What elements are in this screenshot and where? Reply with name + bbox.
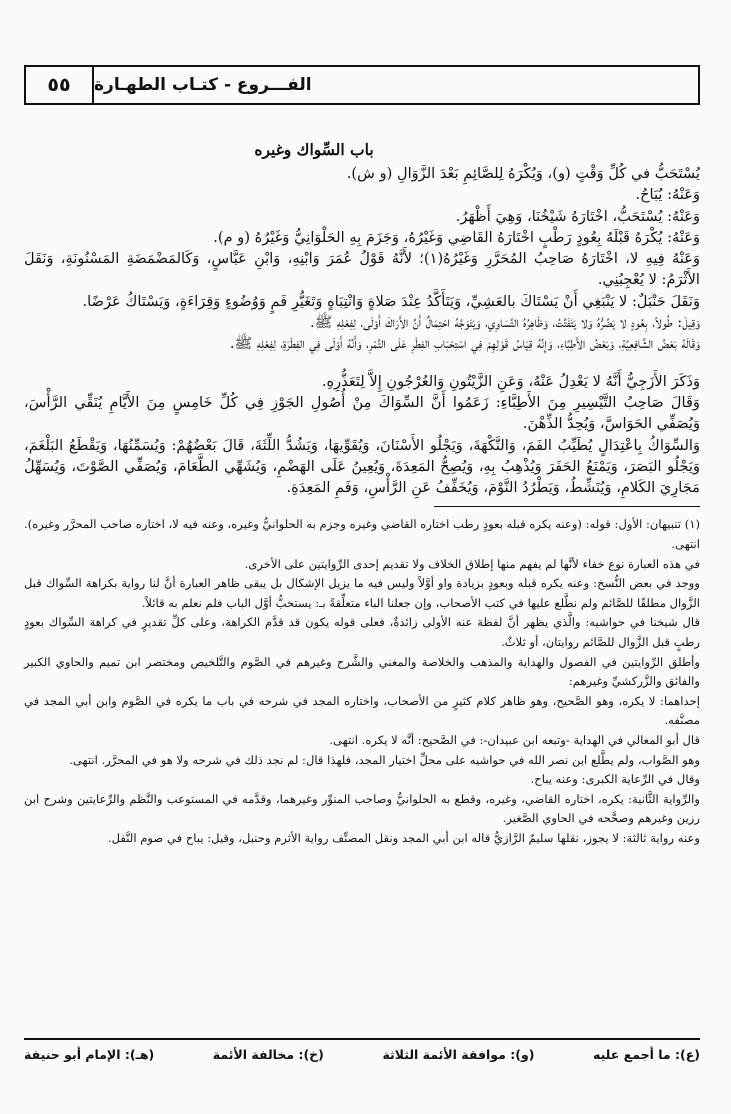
footnote-paragraph: وعنه رواية ثالثة: لا يجوز، نقلها سليمٌ الرَّازيُّ قاله ابن أبي المجد ونقل المصنِّف رواية الأثرم وحنبل، وقيل: يباح في صوم النَّفل. <box>107 830 700 845</box>
running-title: الفـــروع - كتـاب الطهـارة <box>94 75 312 95</box>
key-differ: (خ): مخالفة الأئمة <box>212 1047 324 1062</box>
footnote-paragraph: قال أبو المعالي في الهداية -وتبعه ابن عبيدان-: في الصَّحيح: أنَّه لا يكره. انتهى. <box>329 732 700 747</box>
footnote-paragraph: إحداهما: لا يكره، وهو الصَّحيح، وهو ظاهر كلام كثيرٍ من الأصحاب، واختاره المجد في شرحه في باب ما يكره في الصَّوم وابن أبي المجد في مصنَّفه. <box>24 693 700 728</box>
footnote-separator <box>434 506 700 507</box>
footnote-paragraph: والرِّواية الثَّانية: يكره، اختاره القاضي، وغيره، وقطع به الحلوانيُّ وصاحب المنوِّر وغيرهما، وقدَّمه في المستوعب والنَّظم والرِّعايتين وشرح ابن رزين وغيرهم وصحَّحه في الحاوي الصَّغير. <box>24 791 700 826</box>
page-content <box>24 140 700 849</box>
page-number: ٥٥ <box>26 67 94 103</box>
key-ijma: (ع): ما أجمع عليه <box>593 1047 700 1062</box>
main-paragraph: وَعَنْهُ: يُسْتَحَبُّ، اخْتَارَهُ شَيْخُنَا، وَهِيَ أَظْهَرُ. <box>455 207 700 225</box>
main-paragraph: وَقِيلَ: طُولاً، بِعُودٍ لا يَضُرُّهُ وَلا يَتَفَتَّتُ، وَظَاهِرُهُ التَّسَاوِي، وَيَتَوَجَّهُ احْتِمَالٌ أَنَّ الأَرَاكَ أَوْلَى، لِفِعْلِهِ ﷺ. <box>309 314 700 332</box>
footnotes <box>24 515 700 848</box>
key-hanifa: (هـ): الإمام أبو حنيفة <box>24 1047 155 1062</box>
main-paragraph: وَعَنْهُ: يُبَاحُ. <box>635 186 700 204</box>
footnote-paragraph: ووجد في بعض النُّسخ: وعنه يكره قبله وبعودٍ بزيادة واو أوَّلاً وليس فيه ما يزيل الإشكال بل يبقى ظاهر العبارة أنَّ لنا رواية بكراهة السِّواك قبل الزَّوال مطلقًا للصَّائم ولم نطَّلع عليها في كتب الأصحاب، وإن جعلنا الباء متعلِّقةً بـ: يستحبُّ أوَّل الباب فلم نعلم به قائلاً. <box>24 576 700 610</box>
footnote-paragraph: وهو الصَّواب، ولم يطَّلع ابن نصر الله في حواشيه على محلِّ اختيار المجد، فلهذا قال: لم نجد ذلك في شرحه ولا هو في المحرَّر. انتهى. <box>69 752 700 767</box>
page-header <box>24 65 700 105</box>
footnote-paragraph: وقال في الرِّعاية الكبرى: وعنه يباح. <box>530 772 700 787</box>
main-paragraph: وَقَالَهُ بَعْضُ الشَّافِعِيَّةِ، وَبَعْضُ الأَطِبَّاءِ، وَإِنَّهُ قِيَاسُ قَوْلِهِمْ فِي اسْتِحْبَابِ الفِطْرِ عَلَى التَّمْرِ، وَأَنَّهُ أَوْلَى فِي الفِطْرَةِ، لِفِعْلِهِ ﷺ. <box>229 335 700 353</box>
main-paragraph: يُسْتَحَبُّ في كُلِّ وَقْتٍ (و)، وَيُكْرَهُ لِلصَّائِمِ بَعْدَ الزَّوَالِ (و ش). <box>346 165 700 182</box>
main-paragraph: وَعَنْهُ فِيهِ لا، اخْتَارَهُ صَاحِبُ المُحَرَّرِ وَغَيْرُهُ(١)؛ لأَنَّهُ قَوْلُ عُمَرَ وَابْنِهِ، وَابْنِ عَبَّاسٍ، وَكَالمَضْمَضَةِ المَسْنُونَةِ، وَنَقَلَ الأَثْرَمُ: لا يُعْجِبُنِي. <box>24 250 700 289</box>
main-paragraph: وَالسِّوَاكُ بِاعْتِدَالٍ يُطَيِّبُ الفَمَ، وَالنَّكْهَةَ، وَيَجْلُو الأَسْنَانَ، وَيُقَوِّيهَا، وَيَشُدُّ اللِّثَةَ، قَالَ بَعْضُهُمْ: وَيُسَمِّنُهَا، وَيَقْطَعُ البَلْغَمَ، وَيَجْلُو البَصَرَ، وَيَمْنَعُ الحَفَرَ وَيُذْهِبُ بِهِ، وَيُصِحُّ المَعِدَةَ، وَيُعِينُ عَلَى الهَضْمِ، وَيُشَهِّي الطَّعَامَ، وَيُصَفِّي الصَّوْتَ، وَيُسَهِّلُ مَجَارِيَ الكَلامِ، وَيُنَشِّطُ، وَيَطْرُدُ النَّوْمَ، وَيُخَفِّفُ عَنِ الرَّأْسِ، وَفَمِ المَعِدَةِ. <box>24 436 700 497</box>
footnote-paragraph: وأطلق الرِّوايتين في الفصول والهداية والمذهب والخلاصة والمغني والشَّرح وغيرهم في الصَّوم والتَّلخيص ومختصر ابن تميم والحاوي الكبير والفائق والزَّركشيِّ وغيرهم: <box>24 654 700 689</box>
key-agree: (و): موافقة الأئمة الثلاثة <box>382 1047 535 1062</box>
chapter-title: باب السِّواك وغيره <box>254 140 374 159</box>
main-text <box>24 163 700 498</box>
footnote-paragraph: (١) تنبيهان: الأول: قوله: (وعنه يكره قبله بعودٍ رطب اختاره القاضي وغيره وجزم به الحلوانيُّ وغيره، وعنه فيه لا، اختاره صاحب المحرَّر وغيره). انتهى. <box>24 517 700 552</box>
main-paragraph: وَنَقَلَ حَنْبَلٌ: لا يَنْبَغِي أَنْ يَسْتَاكَ بالعَشِيِّ، وَيَتَأَكَّدُ عِنْدَ صَلاةٍ وَانْتِبَاهٍ وَتَغَيُّرِ فَمٍ وَوُضُوءٍ وَقِرَاءَةٍ، وَيَسْتَاكُ عَرْضًا. <box>82 292 700 310</box>
abbreviation-key <box>24 1038 700 1062</box>
main-paragraph: وَذَكَرَ الأَزَجِيُّ أَنَّهُ لا يَعْدِلُ عَنْهُ، وَعَنِ الزَّيْتُونِ وَالعُرْجُونِ إِلاَّ لِتَعَذُّرِهِ. <box>321 372 700 390</box>
footnote-paragraph: قال شيخنا في حواشيه: والَّذي يظهر أنَّ لفظة عنه الأولى زائدةٌ، فعلى قوله يكون قد قدَّم الكراهة، وعلى كلِّ تقديرٍ في كراهة السِّواك بعودٍ رطبٍ قبل الزَّوال للصَّائم روايتان، أو ثلاثٌ. <box>24 615 700 650</box>
footnote-paragraph: في هذه العبارة نوع خفاء لأنَّها لم يفهم منها إطلاق الخلاف ولا تقديم إحدى الرِّوايتين على الأخرى. <box>244 556 700 571</box>
main-paragraph: وَعَنْهُ: يُكْرَهُ قَبْلَهُ بِعُودٍ رَطْبٍ اخْتَارَهُ القَاضِي وَغَيْرُهُ، وَجَزَمَ بِهِ الحَلْوَانِيُّ وَغَيْرُهُ (و م). <box>213 228 700 246</box>
main-paragraph: وَقَالَ صَاحِبُ التَّيْسِيرِ مِنَ الأَطِبَّاءِ: زَعَمُوا أَنَّ السِّوَاكَ مِنْ أُصُولِ الجَوْزِ فِي كُلِّ خَامِسٍ مِنَ الأَيَّامِ يُنَقِّي الرَّأْسَ، وَيُصَفِّي الحَوَاسَّ، وَيُحِدُّ الذِّهْنَ. <box>24 393 700 433</box>
